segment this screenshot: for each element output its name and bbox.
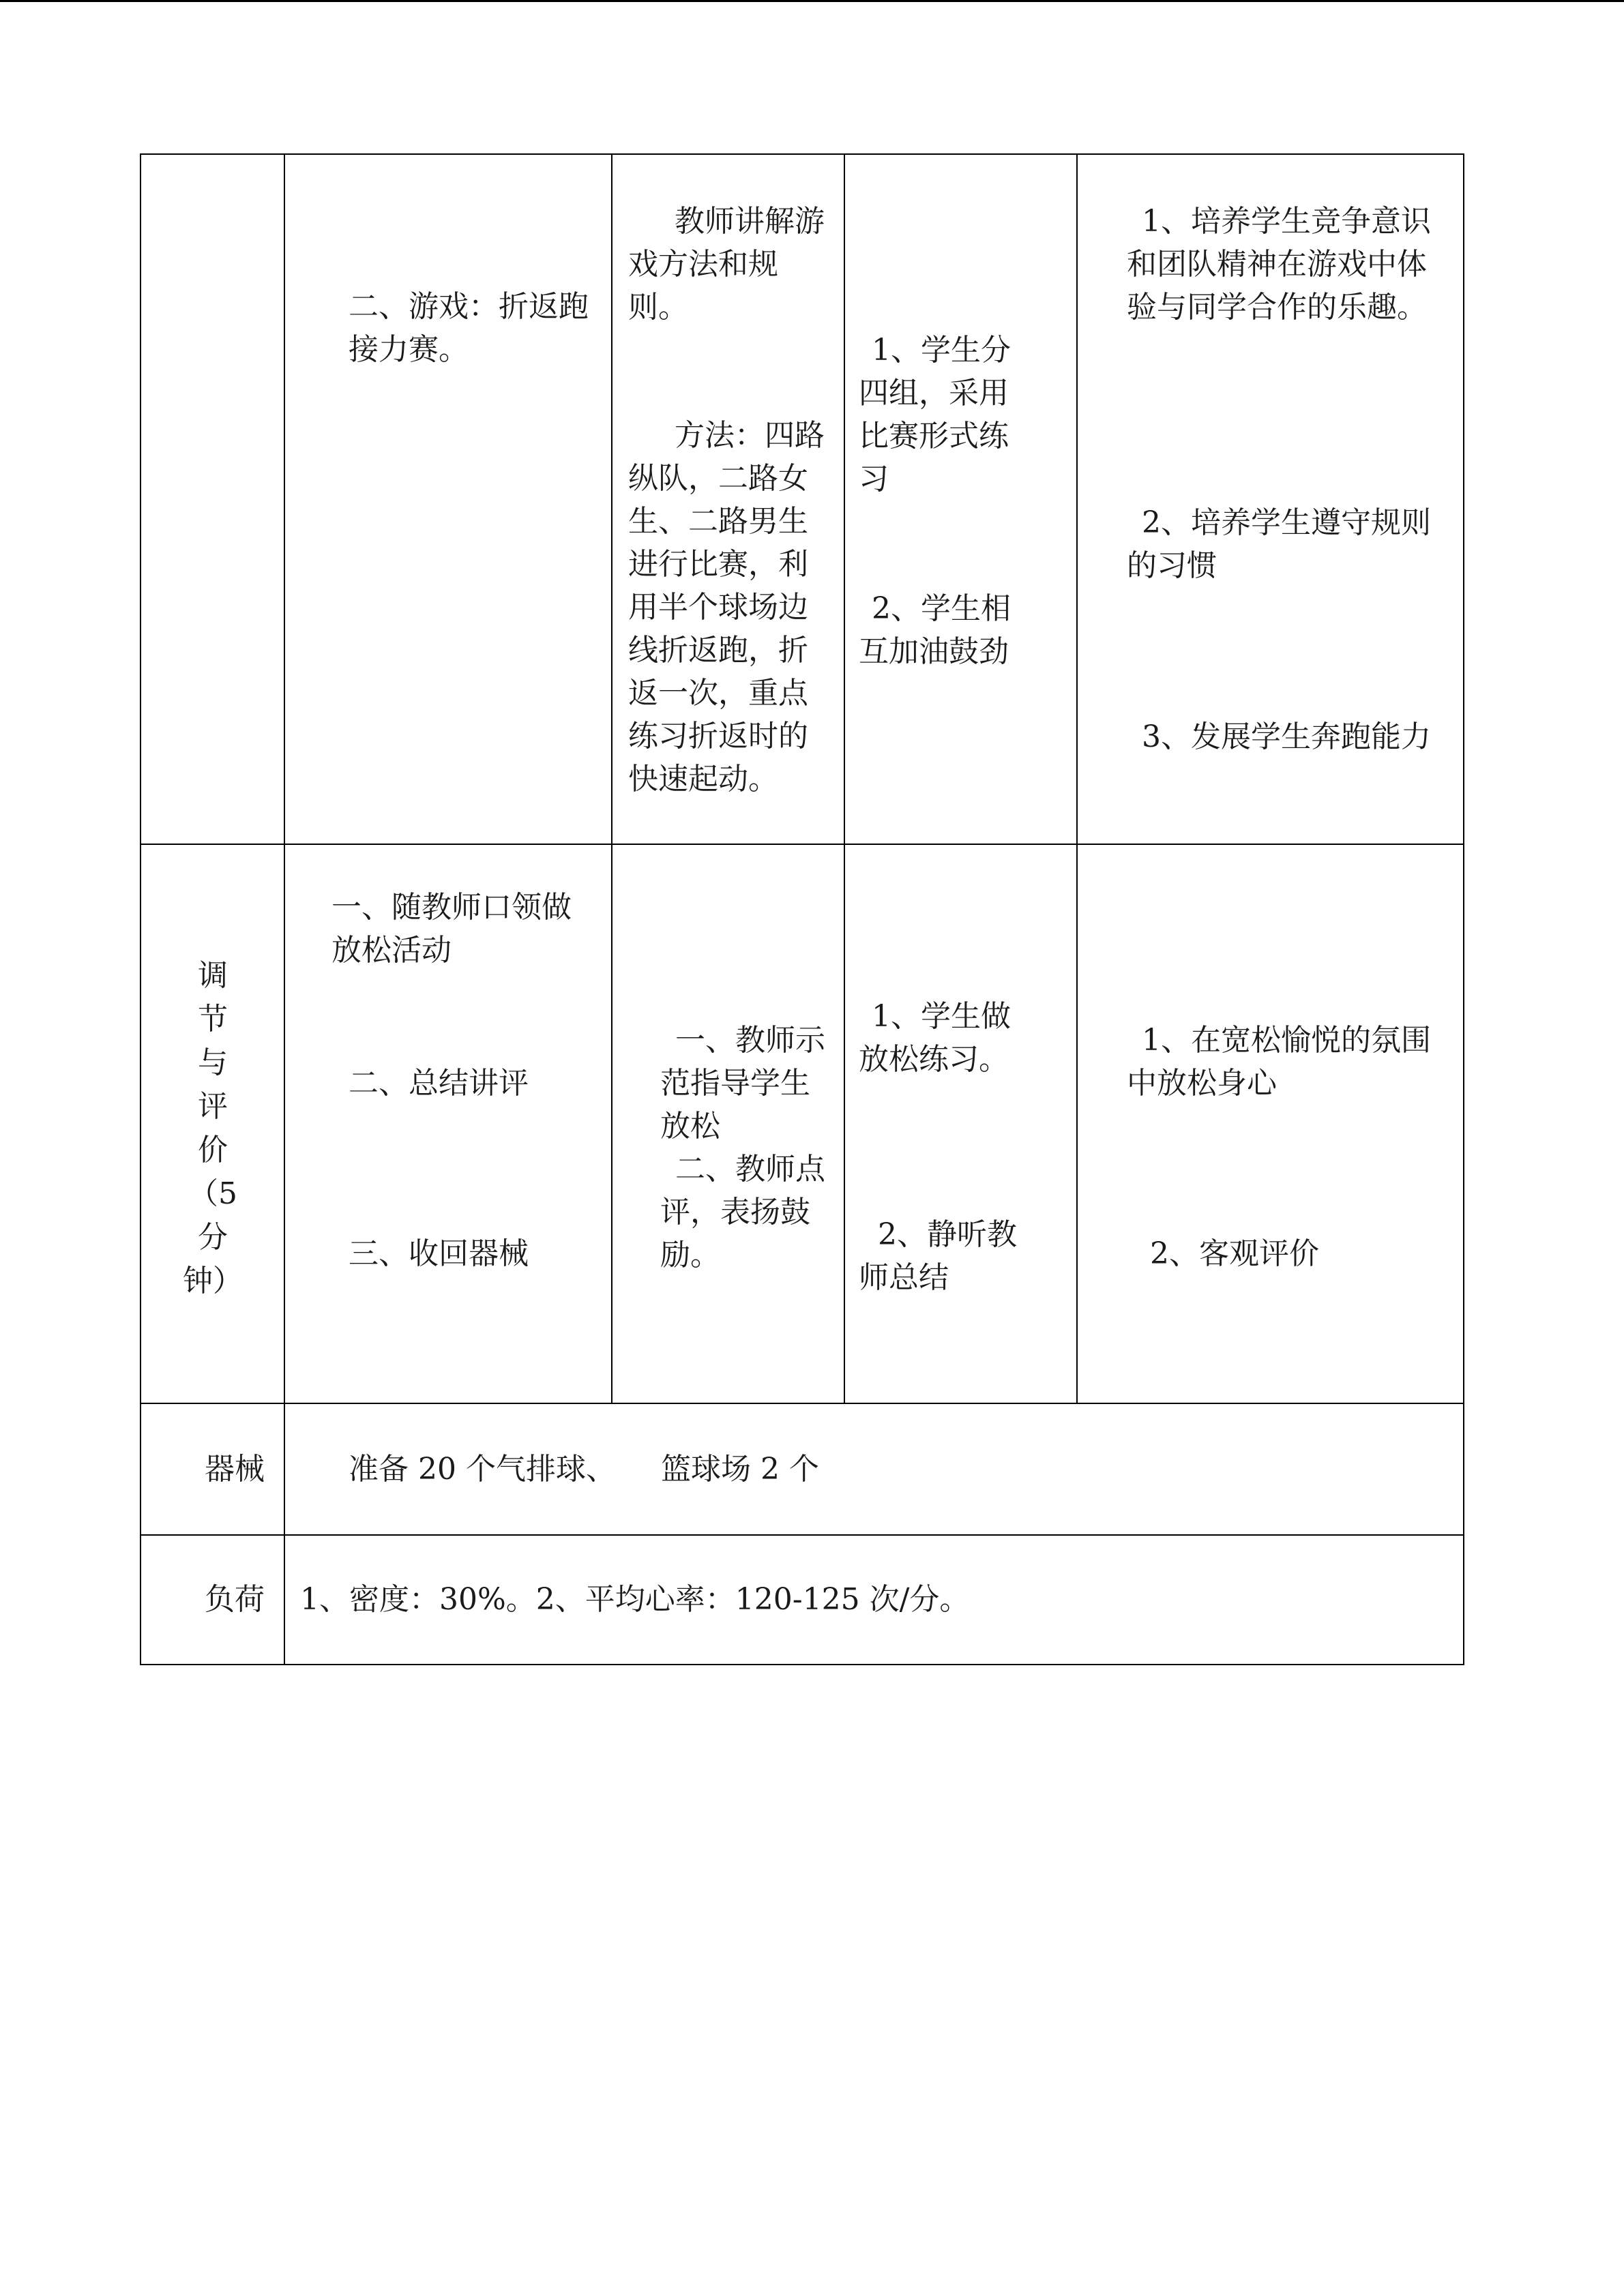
equipment-label: 器械 [205, 1452, 265, 1487]
student-listen-text: 2、静听教师总结 [859, 1217, 1017, 1295]
section-char: 分 [198, 1220, 228, 1255]
top-border-line [0, 0, 1624, 2]
content-cell [284, 844, 612, 1403]
goal-evaluate-text: 2、客观评价 [1150, 1236, 1319, 1271]
lesson-plan-page [140, 153, 1463, 1665]
student-cell [844, 844, 1077, 1403]
goal-rules-text: 2、培养学生遵守规则的习惯 [1127, 505, 1431, 583]
student-relax-text: 1、学生做放松练习。 [859, 999, 1011, 1077]
load-content-cell [284, 1535, 1464, 1665]
teacher-explain-text: 教师讲解游戏方法和规则。 [628, 204, 825, 325]
goal-competition-text: 1、培养学生竞争意识和团队精神在游戏中体验与同学合作的乐趣。 [1127, 204, 1431, 325]
load-text: 1、密度：30%。2、平均心率：120-125 次/分。 [300, 1582, 970, 1617]
lesson-plan-table [140, 153, 1464, 1665]
teacher-cell [612, 154, 844, 844]
content-game-text: 二、游戏：折返跑接力赛。 [349, 289, 589, 367]
teacher-review-text: 二、教师点评，表扬鼓励。 [660, 1152, 825, 1272]
content-relax-text: 一、随教师口领做放松活动 [331, 890, 572, 968]
goal-relax-text: 1、在宽松愉悦的氛围中放松身心 [1127, 1023, 1431, 1101]
goal-running-text: 3、发展学生奔跑能力 [1142, 719, 1431, 754]
teacher-method-text: 方法：四路纵队，二路女生、二路男生进行比赛，利用半个球场边线折返跑，折返一次，重点练习折返时的快速起动。 [628, 418, 825, 796]
teacher-cell [612, 844, 844, 1403]
load-label: 负荷 [205, 1582, 265, 1617]
section-char: 调 [198, 958, 228, 993]
section-cell-empty [141, 154, 284, 844]
label-cell [141, 1535, 284, 1665]
table-row-equipment [141, 1403, 1464, 1535]
table-row-relax [141, 844, 1464, 1403]
section-char: 评 [198, 1089, 228, 1124]
student-cheer-text: 2、学生相互加油鼓劲 [859, 591, 1011, 669]
section-cell-relax [141, 844, 284, 1403]
section-title-relax [179, 954, 247, 1303]
student-cell [844, 154, 1077, 844]
student-group-text: 1、学生分四组，采用比赛形式练习 [859, 333, 1011, 496]
teacher-demo-text: 一、教师示范指导学生放松 [660, 1023, 825, 1144]
label-cell [141, 1403, 284, 1535]
goal-cell [1077, 844, 1464, 1403]
content-summary-text: 二、总结讲评 [349, 1066, 529, 1101]
section-char: 钟） [183, 1264, 243, 1298]
goal-cell [1077, 154, 1464, 844]
equipment-content-cell [284, 1403, 1464, 1535]
content-collect-text: 三、收回器械 [349, 1236, 529, 1271]
section-char: 价 [198, 1133, 228, 1167]
section-char: （5 [188, 1176, 237, 1211]
content-cell [284, 154, 612, 844]
section-char: 节 [198, 1002, 228, 1037]
section-char: 与 [198, 1045, 228, 1080]
table-row-game [141, 154, 1464, 844]
equipment-text: 准备 20 个气排球、 篮球场 2 个 [349, 1452, 819, 1487]
table-row-load [141, 1535, 1464, 1665]
